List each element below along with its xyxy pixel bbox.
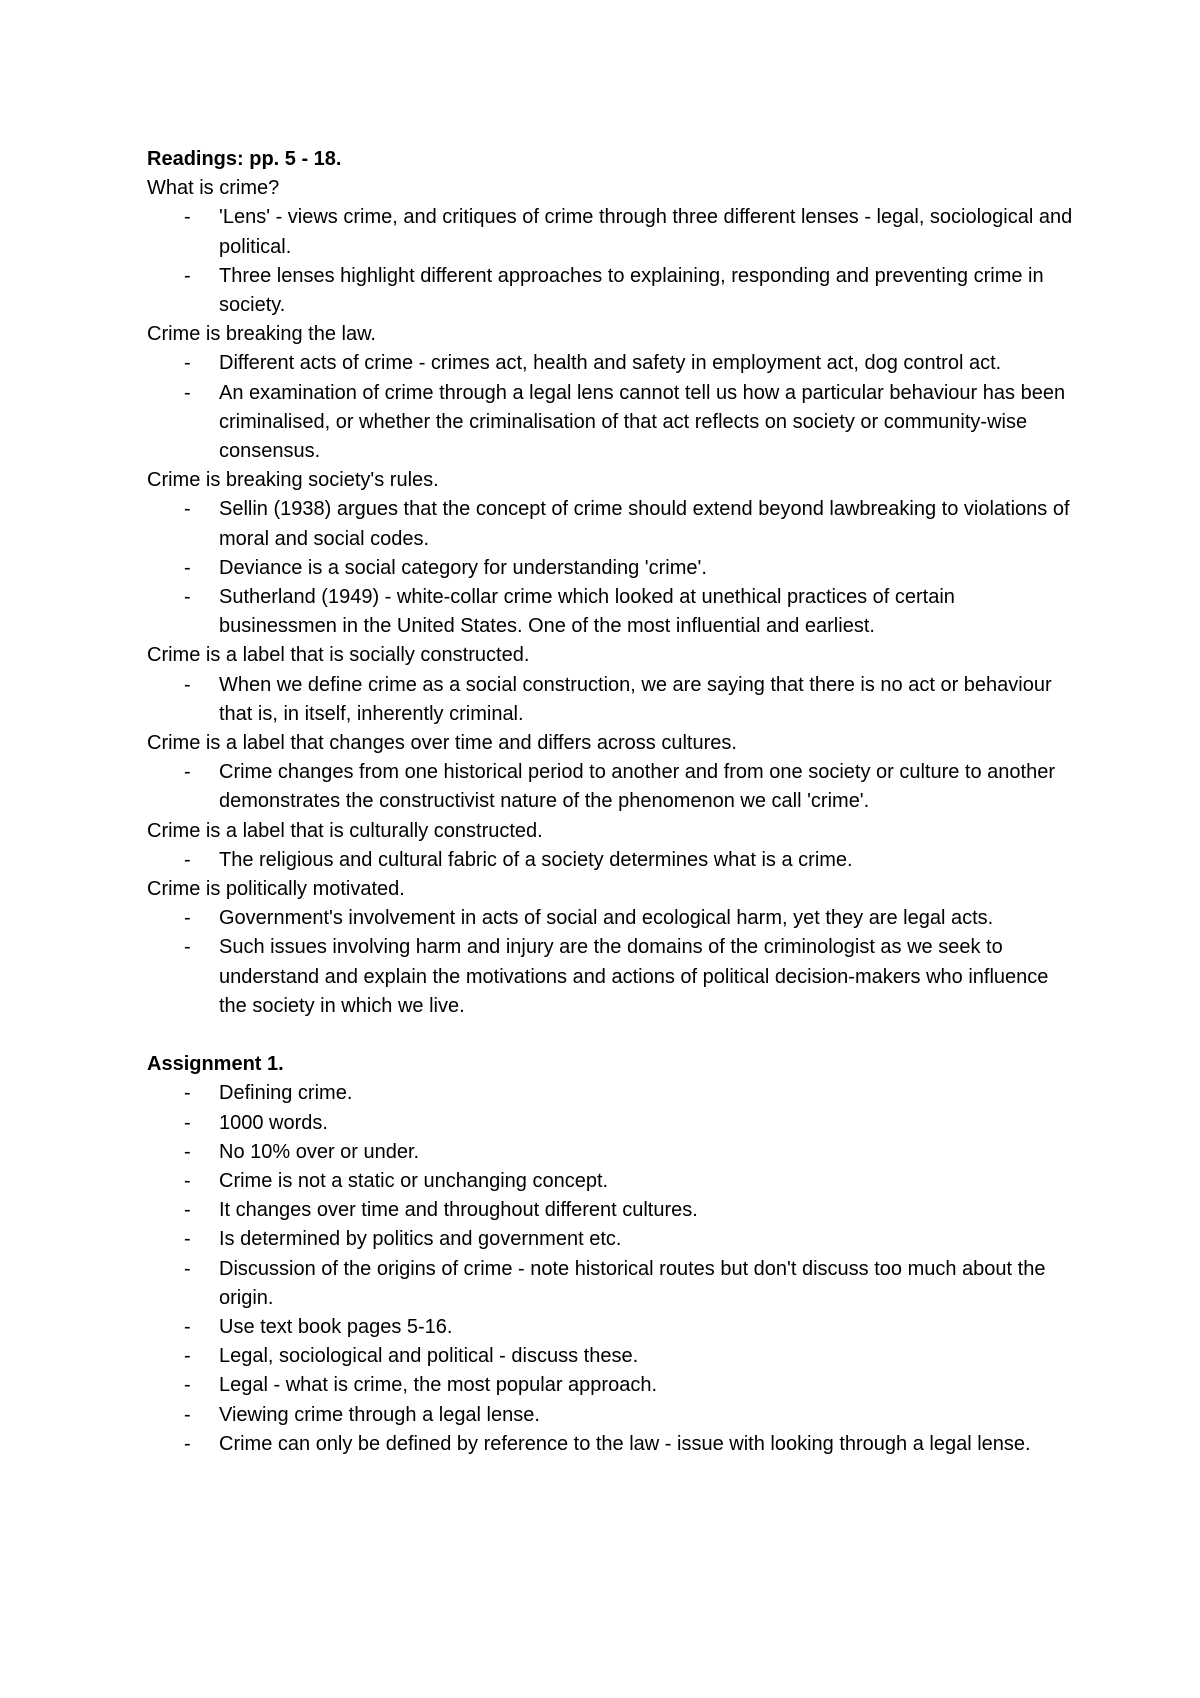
section-bullet-list xyxy=(147,758,1077,816)
bullet-marker: - xyxy=(184,381,191,404)
bullet-item xyxy=(147,1401,1077,1430)
readings-block xyxy=(147,145,1077,1021)
bullet-item xyxy=(147,379,1077,467)
section-bullet-list xyxy=(147,203,1077,320)
bullet-marker: - xyxy=(184,1169,191,1192)
readings-section xyxy=(147,466,1077,641)
bullet-text: Government's involvement in acts of social and ecological harm, yet they are legal acts. xyxy=(219,907,994,930)
bullet-marker: - xyxy=(184,1111,191,1134)
bullet-marker: - xyxy=(184,1432,191,1455)
bullet-text: Sutherland (1949) - white-collar crime which looked at unethical practices of certain businessmen in the United States. One of the most influential and earliest. xyxy=(219,586,955,638)
readings-section xyxy=(147,641,1077,729)
bullet-item xyxy=(147,1109,1077,1138)
bullet-text: Sellin (1938) argues that the concept of crime should extend beyond lawbreaking to violations of moral and social codes. xyxy=(219,498,1070,550)
bullet-item xyxy=(147,758,1077,816)
bullet-item xyxy=(147,262,1077,320)
bullet-text: Use text book pages 5-16. xyxy=(219,1315,453,1338)
bullet-item xyxy=(147,1196,1077,1225)
bullet-marker: - xyxy=(184,1140,191,1163)
bullet-text: When we define crime as a social construction, we are saying that there is no act or behaviour that is, in itself, inherently criminal. xyxy=(219,673,1052,725)
section-bullet-list xyxy=(147,671,1077,729)
readings-section xyxy=(147,729,1077,817)
bullet-text: Is determined by politics and government etc. xyxy=(219,1228,622,1251)
bullet-marker: - xyxy=(184,848,191,871)
section-bullet-list xyxy=(147,495,1077,641)
bullet-text: Crime is not a static or unchanging concept. xyxy=(219,1169,609,1192)
bullet-text: It changes over time and throughout different cultures. xyxy=(219,1199,698,1222)
bullet-item xyxy=(147,495,1077,553)
bullet-marker: - xyxy=(184,586,191,609)
bullet-item xyxy=(147,1430,1077,1459)
bullet-marker: - xyxy=(184,1082,191,1105)
bullet-text: Such issues involving harm and injury are the domains of the criminologist as we seek to understand and explain the motivations and actions of political decision-makers who influence the society in which we live. xyxy=(219,936,1049,1017)
bullet-text: Legal - what is crime, the most popular approach. xyxy=(219,1374,657,1397)
bullet-marker: - xyxy=(184,264,191,287)
bullet-text: 1000 words. xyxy=(219,1111,328,1134)
section-bullet-list xyxy=(147,904,1077,1021)
bullet-marker: - xyxy=(184,1374,191,1397)
bullet-text: Different acts of crime - crimes act, health and safety in employment act, dog control act. xyxy=(219,352,1002,375)
bullet-item xyxy=(147,1167,1077,1196)
bullet-text: Crime can only be defined by reference to the law - issue with looking through a legal lense. xyxy=(219,1432,1031,1455)
bullet-item xyxy=(147,1313,1077,1342)
section-title: Crime is politically motivated. xyxy=(147,878,405,901)
section-title: Crime is a label that is socially constructed. xyxy=(147,644,530,667)
bullet-text: Deviance is a social category for understanding 'crime'. xyxy=(219,556,707,579)
bullet-item xyxy=(147,1342,1077,1371)
bullet-item xyxy=(147,904,1077,933)
bullet-text: Defining crime. xyxy=(219,1082,353,1105)
readings-section xyxy=(147,174,1077,320)
section-title: Crime is breaking society's rules. xyxy=(147,469,439,492)
assignment-bullet-list xyxy=(147,1079,1077,1459)
bullet-marker: - xyxy=(184,498,191,521)
bullet-text: Three lenses highlight different approaches to explaining, responding and preventing crime in society. xyxy=(219,264,1044,317)
readings-heading: Readings: pp. 5 - 18. xyxy=(147,148,342,170)
bullet-text: Crime changes from one historical period to another and from one society or culture to another demonstrates the constructivist nature of the phenomenon we call 'crime'. xyxy=(219,761,1055,813)
bullet-item xyxy=(147,583,1077,641)
readings-sections xyxy=(147,174,1077,1021)
bullet-marker: - xyxy=(184,1257,191,1280)
bullet-text: Discussion of the origins of crime - note historical routes but don't discuss too much about the origin. xyxy=(219,1257,1046,1309)
bullet-marker: - xyxy=(184,673,191,696)
bullet-item xyxy=(147,846,1077,875)
bullet-item xyxy=(147,1371,1077,1400)
bullet-marker: - xyxy=(184,1345,191,1368)
bullet-text: Legal, sociological and political - discuss these. xyxy=(219,1345,639,1368)
section-title: Crime is breaking the law. xyxy=(147,323,376,346)
section-title: Crime is a label that is culturally constructed. xyxy=(147,819,543,842)
bullet-marker: - xyxy=(184,936,191,959)
bullet-marker: - xyxy=(184,352,191,375)
readings-section xyxy=(147,875,1077,1021)
bullet-text: 'Lens' - views crime, and critiques of crime through three different lenses - legal, sociological and political. xyxy=(219,206,1073,258)
document-page xyxy=(147,145,1077,1459)
bullet-item xyxy=(147,349,1077,378)
bullet-item xyxy=(147,1255,1077,1313)
bullet-item xyxy=(147,554,1077,583)
bullet-item xyxy=(147,1138,1077,1167)
bullet-item xyxy=(147,1225,1077,1254)
bullet-marker: - xyxy=(184,761,191,784)
bullet-marker: - xyxy=(184,556,191,579)
assignment-heading: Assignment 1. xyxy=(147,1053,284,1076)
bullet-marker: - xyxy=(184,206,191,229)
bullet-marker: - xyxy=(184,1403,191,1426)
bullet-marker: - xyxy=(184,1315,191,1338)
bullet-item xyxy=(147,933,1077,1021)
section-bullet-list xyxy=(147,846,1077,875)
bullet-marker: - xyxy=(184,1199,191,1222)
bullet-marker: - xyxy=(184,907,191,930)
bullet-item xyxy=(147,671,1077,729)
bullet-marker: - xyxy=(184,1228,191,1251)
section-title: Crime is a label that changes over time and differs across cultures. xyxy=(147,732,737,755)
section-gap xyxy=(147,1021,1077,1050)
section-title: What is crime? xyxy=(147,177,280,200)
bullet-text: No 10% over or under. xyxy=(219,1140,420,1163)
bullet-item xyxy=(147,1079,1077,1108)
readings-section xyxy=(147,817,1077,875)
section-bullet-list xyxy=(147,349,1077,466)
bullet-text: The religious and cultural fabric of a society determines what is a crime. xyxy=(219,848,853,871)
readings-section xyxy=(147,320,1077,466)
assignment-block xyxy=(147,1050,1077,1459)
bullet-text: An examination of crime through a legal lens cannot tell us how a particular behaviour has been criminalised, or whether the criminalisation of that act reflects on society or community-wise consensus. xyxy=(219,381,1066,463)
bullet-text: Viewing crime through a legal lense. xyxy=(219,1403,540,1426)
bullet-item xyxy=(147,203,1077,261)
